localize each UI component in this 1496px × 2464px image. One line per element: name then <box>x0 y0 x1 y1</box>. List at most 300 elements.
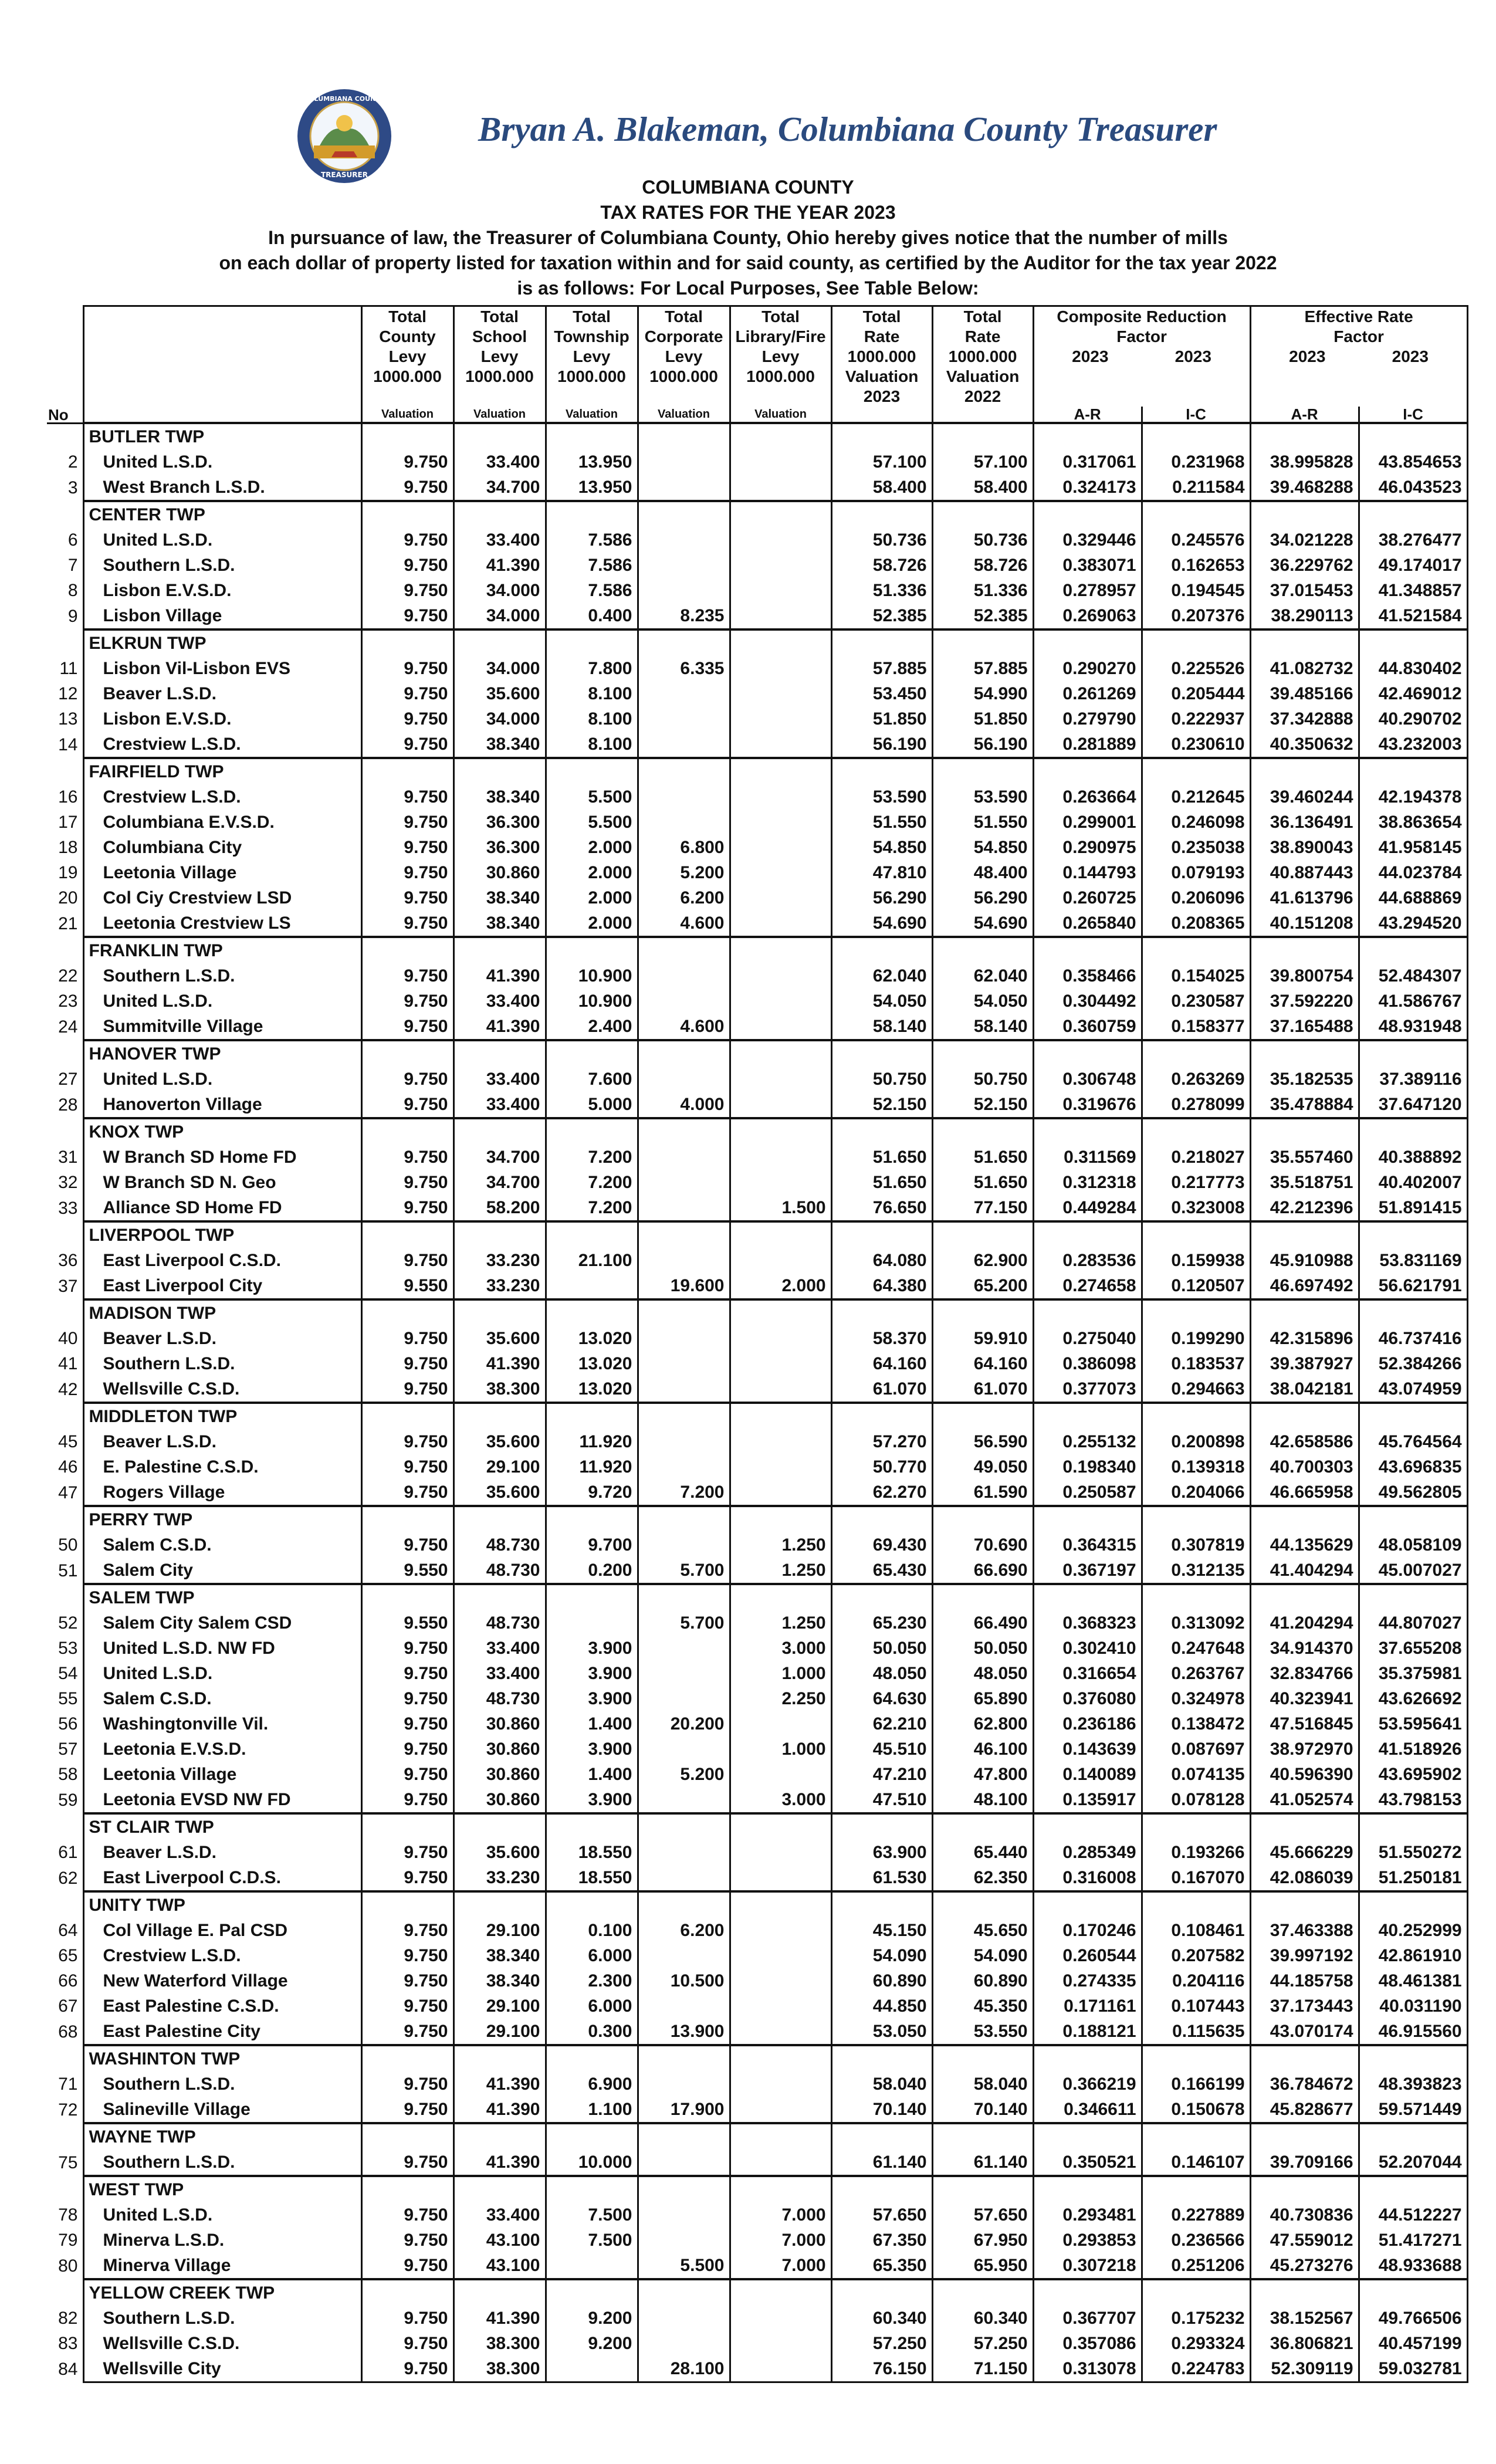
empty-cell <box>730 1584 831 1610</box>
empty-cell <box>1033 1118 1142 1145</box>
empty-cell <box>1142 2123 1250 2150</box>
total-rate-2022: 70.140 <box>932 2097 1033 2123</box>
crf-ic: 0.078128 <box>1142 1787 1250 1813</box>
empty-cell <box>1250 1221 1359 1248</box>
crf-ar: 0.293481 <box>1033 2202 1142 2228</box>
township-levy: 7.600 <box>546 1067 638 1092</box>
row-number: 80 <box>58 2256 78 2276</box>
entity-name: Leetonia E.V.S.D. <box>83 1737 361 1762</box>
corporate-levy <box>638 2202 730 2228</box>
crf-ar: 0.313078 <box>1033 2356 1142 2382</box>
empty-cell <box>638 2123 730 2150</box>
total-rate-2023: 65.350 <box>831 2253 932 2279</box>
township-name: WASHINTON TWP <box>83 2045 361 2072</box>
school-levy: 33.230 <box>453 1865 546 1891</box>
county-levy: 9.750 <box>361 1092 453 1118</box>
county-levy: 9.750 <box>361 835 453 860</box>
township-levy: 7.200 <box>546 1195 638 1221</box>
empty-cell <box>1250 1813 1359 1840</box>
crf-ic: 0.162653 <box>1142 553 1250 578</box>
school-levy: 34.000 <box>453 706 546 732</box>
county-levy: 9.750 <box>361 860 453 885</box>
library-fire-levy <box>730 603 831 629</box>
county-levy: 9.750 <box>361 2306 453 2331</box>
empty-cell <box>932 1040 1033 1067</box>
school-levy: 33.400 <box>453 449 546 475</box>
entity-name: United L.S.D. <box>83 2202 361 2228</box>
erf-ic: 40.031190 <box>1359 1993 1467 2019</box>
crf-ic: 0.324978 <box>1142 1686 1250 1711</box>
erf-ic: 44.023784 <box>1359 860 1467 885</box>
empty-cell <box>932 2045 1033 2072</box>
erf-ic: 40.290702 <box>1359 706 1467 732</box>
crf-ic: 0.208365 <box>1142 911 1250 937</box>
erf-ic: 38.276477 <box>1359 527 1467 553</box>
corporate-levy <box>638 1865 730 1891</box>
township-header-row <box>47 1299 1467 1326</box>
crf-ic: 0.183537 <box>1142 1351 1250 1376</box>
library-fire-levy <box>730 1429 831 1454</box>
row-number: 62 <box>58 1869 78 1888</box>
erf-ic: 44.512227 <box>1359 2202 1467 2228</box>
county-levy: 9.750 <box>361 1376 453 1403</box>
erf-ar: 44.135629 <box>1250 1532 1359 1558</box>
entity-name: Southern L.S.D. <box>83 2150 361 2176</box>
col-county-valuation: Valuation <box>361 407 453 423</box>
library-fire-levy <box>730 1918 831 1943</box>
row-number: 79 <box>58 2231 78 2250</box>
library-fire-levy <box>730 885 831 911</box>
crf-ar: 0.290975 <box>1033 835 1142 860</box>
school-levy: 48.730 <box>453 1686 546 1711</box>
corporate-levy <box>638 2306 730 2331</box>
library-fire-levy <box>730 810 831 835</box>
school-levy: 38.300 <box>453 2331 546 2356</box>
empty-cell <box>1142 423 1250 449</box>
row-number: 55 <box>58 1689 78 1708</box>
township-levy: 9.720 <box>546 1480 638 1506</box>
county-levy: 9.750 <box>361 963 453 989</box>
school-levy: 34.000 <box>453 656 546 681</box>
total-rate-2022: 51.850 <box>932 706 1033 732</box>
empty-cell <box>1142 2045 1250 2072</box>
county-levy: 9.750 <box>361 2356 453 2382</box>
total-rate-2022: 61.590 <box>932 1480 1033 1506</box>
library-fire-levy <box>730 2356 831 2382</box>
empty-cell <box>361 758 453 784</box>
erf-ar: 37.592220 <box>1250 989 1359 1014</box>
table-row <box>47 1248 1467 1273</box>
row-number: 24 <box>58 1017 78 1037</box>
table-row <box>47 1014 1467 1040</box>
table-row <box>47 1067 1467 1092</box>
erf-ar: 34.914370 <box>1250 1636 1359 1661</box>
empty-cell <box>361 423 453 449</box>
county-levy: 9.750 <box>361 732 453 758</box>
empty-cell <box>453 2045 546 2072</box>
township-header-row <box>47 1584 1467 1610</box>
row-number <box>47 2176 83 2202</box>
entity-name: W Branch SD N. Geo <box>83 1170 361 1195</box>
row-number <box>47 1040 83 1067</box>
crf-ic: 0.167070 <box>1142 1865 1250 1891</box>
county-levy: 9.750 <box>361 2202 453 2228</box>
erf-ar: 39.460244 <box>1250 784 1359 810</box>
table-row <box>47 989 1467 1014</box>
empty-cell <box>1142 1118 1250 1145</box>
total-rate-2022: 61.140 <box>932 2150 1033 2176</box>
empty-cell <box>1359 501 1467 527</box>
table-row <box>47 1170 1467 1195</box>
erf-ar: 38.995828 <box>1250 449 1359 475</box>
table-row <box>47 1865 1467 1891</box>
empty-cell <box>546 1891 638 1918</box>
school-levy: 38.300 <box>453 2356 546 2382</box>
total-rate-2022: 45.350 <box>932 1993 1033 2019</box>
erf-ic: 37.647120 <box>1359 1092 1467 1118</box>
total-rate-2022: 50.050 <box>932 1636 1033 1661</box>
corporate-levy: 6.800 <box>638 835 730 860</box>
erf-ic: 45.764564 <box>1359 1429 1467 1454</box>
empty-cell <box>546 1040 638 1067</box>
table-row <box>47 2253 1467 2279</box>
row-number: 8 <box>67 581 78 600</box>
county-levy: 9.750 <box>361 2331 453 2356</box>
erf-ar: 47.516845 <box>1250 1711 1359 1737</box>
crf-ar: 0.383071 <box>1033 553 1142 578</box>
township-name: BUTLER TWP <box>83 423 361 449</box>
crf-ic: 0.230587 <box>1142 989 1250 1014</box>
entity-name: Col Ciy Crestview LSD <box>83 885 361 911</box>
library-fire-levy <box>730 1145 831 1170</box>
total-rate-2023: 47.210 <box>831 1762 932 1787</box>
crf-ic: 0.138472 <box>1142 1711 1250 1737</box>
total-rate-2022: 65.440 <box>932 1840 1033 1865</box>
corporate-levy <box>638 1454 730 1480</box>
row-number: 36 <box>58 1251 78 1270</box>
erf-ic: 43.696835 <box>1359 1454 1467 1480</box>
corporate-levy <box>638 475 730 501</box>
township-header-row <box>47 2045 1467 2072</box>
school-levy: 34.700 <box>453 1170 546 1195</box>
erf-ic: 41.586767 <box>1359 989 1467 1014</box>
library-fire-levy <box>730 2019 831 2045</box>
crf-ar: 0.316008 <box>1033 1865 1142 1891</box>
row-number: 18 <box>58 838 78 857</box>
erf-ar: 40.887443 <box>1250 860 1359 885</box>
empty-cell <box>1359 1584 1467 1610</box>
county-levy: 9.750 <box>361 2253 453 2279</box>
row-number <box>47 1584 83 1610</box>
crf-ar: 0.357086 <box>1033 2331 1142 2356</box>
erf-ar: 36.136491 <box>1250 810 1359 835</box>
empty-cell <box>932 629 1033 656</box>
crf-ar: 0.386098 <box>1033 1351 1142 1376</box>
row-number: 75 <box>58 2153 78 2172</box>
township-levy: 3.900 <box>546 1636 638 1661</box>
erf-ar: 42.315896 <box>1250 1326 1359 1351</box>
county-levy: 9.750 <box>361 2019 453 2045</box>
empty-cell <box>546 1299 638 1326</box>
empty-cell <box>546 1403 638 1429</box>
empty-cell <box>453 1506 546 1532</box>
crf-ar: 0.255132 <box>1033 1429 1142 1454</box>
erf-ic: 42.469012 <box>1359 681 1467 706</box>
school-levy: 34.000 <box>453 603 546 629</box>
county-levy: 9.750 <box>361 1429 453 1454</box>
entity-name: Southern L.S.D. <box>83 963 361 989</box>
empty-cell <box>638 501 730 527</box>
empty-cell <box>453 758 546 784</box>
school-levy: 36.300 <box>453 810 546 835</box>
entity-name: Southern L.S.D. <box>83 1351 361 1376</box>
erf-ar: 40.730836 <box>1250 2202 1359 2228</box>
empty-cell <box>1359 1118 1467 1145</box>
crf-ic: 0.199290 <box>1142 1326 1250 1351</box>
erf-ar: 42.212396 <box>1250 1195 1359 1221</box>
erf-ic: 56.621791 <box>1359 1273 1467 1299</box>
county-levy: 9.750 <box>361 1532 453 1558</box>
corporate-levy <box>638 1248 730 1273</box>
erf-ic: 49.766506 <box>1359 2306 1467 2331</box>
library-fire-levy <box>730 1711 831 1737</box>
school-levy: 30.860 <box>453 1762 546 1787</box>
library-fire-levy <box>730 860 831 885</box>
school-levy: 35.600 <box>453 681 546 706</box>
township-levy: 9.200 <box>546 2331 638 2356</box>
library-fire-levy <box>730 732 831 758</box>
township-levy: 10.900 <box>546 963 638 989</box>
crf-ic: 0.236566 <box>1142 2228 1250 2253</box>
crf-ic: 0.231968 <box>1142 449 1250 475</box>
crf-ic: 0.079193 <box>1142 860 1250 885</box>
crf-ic: 0.159938 <box>1142 1248 1250 1273</box>
empty-cell <box>361 1221 453 1248</box>
total-rate-2023: 61.140 <box>831 2150 932 2176</box>
total-rate-2023: 54.690 <box>831 911 932 937</box>
corporate-levy <box>638 1787 730 1813</box>
row-number: 78 <box>58 2205 78 2225</box>
school-levy: 30.860 <box>453 860 546 885</box>
table-row <box>47 475 1467 501</box>
township-levy: 0.100 <box>546 1918 638 1943</box>
empty-cell <box>453 2123 546 2150</box>
crf-ic: 0.222937 <box>1142 706 1250 732</box>
row-number: 58 <box>58 1765 78 1784</box>
total-rate-2023: 51.850 <box>831 706 932 732</box>
total-rate-2022: 50.736 <box>932 527 1033 553</box>
erf-ar: 41.613796 <box>1250 885 1359 911</box>
erf-ar: 41.204294 <box>1250 1610 1359 1636</box>
crf-ar: 0.274335 <box>1033 1968 1142 1993</box>
corporate-levy <box>638 1351 730 1376</box>
erf-ic: 44.807027 <box>1359 1610 1467 1636</box>
township-levy: 11.920 <box>546 1454 638 1480</box>
empty-cell <box>831 758 932 784</box>
table-row <box>47 885 1467 911</box>
empty-cell <box>1033 501 1142 527</box>
empty-cell <box>730 1506 831 1532</box>
empty-cell <box>932 501 1033 527</box>
empty-cell <box>1142 2176 1250 2202</box>
empty-cell <box>1033 2279 1142 2306</box>
empty-cell <box>638 1221 730 1248</box>
library-fire-levy <box>730 1480 831 1506</box>
school-levy: 33.400 <box>453 1636 546 1661</box>
empty-cell <box>1250 1118 1359 1145</box>
corporate-levy <box>638 1661 730 1686</box>
school-levy: 34.700 <box>453 475 546 501</box>
corporate-levy: 8.235 <box>638 603 730 629</box>
crf-ar: 0.143639 <box>1033 1737 1142 1762</box>
empty-cell <box>1033 423 1142 449</box>
crf-ic: 0.312135 <box>1142 1558 1250 1584</box>
entity-name: Wellsville C.S.D. <box>83 2331 361 2356</box>
entity-name: Washingtonville Vil. <box>83 1711 361 1737</box>
total-rate-2022: 48.050 <box>932 1661 1033 1686</box>
empty-cell <box>546 2279 638 2306</box>
empty-cell <box>361 1403 453 1429</box>
empty-cell <box>831 1813 932 1840</box>
row-number: 71 <box>58 2074 78 2094</box>
total-rate-2022: 57.250 <box>932 2331 1033 2356</box>
county-levy: 9.750 <box>361 1454 453 1480</box>
school-levy: 41.390 <box>453 1014 546 1040</box>
empty-cell <box>453 423 546 449</box>
total-rate-2022: 60.890 <box>932 1968 1033 1993</box>
empty-cell <box>730 937 831 963</box>
row-number <box>47 629 83 656</box>
table-row <box>47 2356 1467 2382</box>
empty-cell <box>638 1506 730 1532</box>
entity-name: Columbiana E.V.S.D. <box>83 810 361 835</box>
total-rate-2023: 60.340 <box>831 2306 932 2331</box>
erf-ar: 38.152567 <box>1250 2306 1359 2331</box>
empty-cell <box>730 1040 831 1067</box>
total-rate-2022: 54.990 <box>932 681 1033 706</box>
empty-cell <box>361 629 453 656</box>
total-rate-2023: 51.650 <box>831 1170 932 1195</box>
library-fire-levy <box>730 681 831 706</box>
library-fire-levy: 2.250 <box>730 1686 831 1711</box>
crf-ic: 0.205444 <box>1142 681 1250 706</box>
erf-ic: 41.521584 <box>1359 603 1467 629</box>
erf-ar: 46.697492 <box>1250 1273 1359 1299</box>
col-library-valuation: Valuation <box>730 407 831 423</box>
township-levy: 7.586 <box>546 578 638 603</box>
empty-cell <box>932 937 1033 963</box>
corporate-levy <box>638 1636 730 1661</box>
county-levy: 9.550 <box>361 1558 453 1584</box>
township-levy: 3.900 <box>546 1787 638 1813</box>
empty-cell <box>1142 1813 1250 1840</box>
col-entity-blank <box>83 407 361 423</box>
erf-ar: 40.596390 <box>1250 1762 1359 1787</box>
school-levy: 33.230 <box>453 1273 546 1299</box>
township-levy: 7.586 <box>546 553 638 578</box>
township-levy: 2.300 <box>546 1968 638 1993</box>
empty-cell <box>932 1299 1033 1326</box>
county-levy: 9.750 <box>361 449 453 475</box>
township-levy: 21.100 <box>546 1248 638 1273</box>
entity-name: United L.S.D. <box>83 449 361 475</box>
entity-name: United L.S.D. <box>83 527 361 553</box>
crf-ar: 0.278957 <box>1033 578 1142 603</box>
school-levy: 41.390 <box>453 2072 546 2097</box>
township-header-row <box>47 501 1467 527</box>
school-levy: 29.100 <box>453 1918 546 1943</box>
empty-cell <box>1033 2045 1142 2072</box>
crf-ar: 0.360759 <box>1033 1014 1142 1040</box>
empty-cell <box>1250 2045 1359 2072</box>
school-levy: 41.390 <box>453 553 546 578</box>
township-levy: 5.500 <box>546 784 638 810</box>
crf-ar: 0.364315 <box>1033 1532 1142 1558</box>
col-erf-ar: A-R <box>1250 407 1359 423</box>
total-rate-2022: 51.336 <box>932 578 1033 603</box>
school-levy: 43.100 <box>453 2253 546 2279</box>
county-levy: 9.750 <box>361 1248 453 1273</box>
erf-ic: 43.294520 <box>1359 911 1467 937</box>
school-levy: 43.100 <box>453 2228 546 2253</box>
total-rate-2023: 70.140 <box>831 2097 932 2123</box>
corporate-levy <box>638 810 730 835</box>
total-rate-2023: 69.430 <box>831 1532 932 1558</box>
county-levy: 9.750 <box>361 1636 453 1661</box>
erf-ic: 51.891415 <box>1359 1195 1467 1221</box>
library-fire-levy <box>730 553 831 578</box>
crf-ic: 0.251206 <box>1142 2253 1250 2279</box>
erf-ar: 38.042181 <box>1250 1376 1359 1403</box>
crf-ar: 0.188121 <box>1033 2019 1142 2045</box>
total-rate-2022: 51.650 <box>932 1145 1033 1170</box>
empty-cell <box>1359 629 1467 656</box>
erf-ic: 43.626692 <box>1359 1686 1467 1711</box>
erf-ar: 45.273276 <box>1250 2253 1359 2279</box>
school-levy: 48.730 <box>453 1532 546 1558</box>
corporate-levy <box>638 1993 730 2019</box>
header-spacer <box>47 306 83 407</box>
erf-ar: 47.559012 <box>1250 2228 1359 2253</box>
table-row <box>47 835 1467 860</box>
township-levy: 5.500 <box>546 810 638 835</box>
empty-cell <box>1033 1040 1142 1067</box>
corporate-levy: 5.200 <box>638 860 730 885</box>
township-levy: 9.200 <box>546 2306 638 2331</box>
school-levy: 33.400 <box>453 2202 546 2228</box>
school-levy: 58.200 <box>453 1195 546 1221</box>
erf-ar: 36.229762 <box>1250 553 1359 578</box>
crf-ic: 0.146107 <box>1142 2150 1250 2176</box>
row-number: 23 <box>58 991 78 1011</box>
crf-ic: 0.115635 <box>1142 2019 1250 2045</box>
empty-cell <box>1359 1040 1467 1067</box>
empty-cell <box>730 1403 831 1429</box>
school-levy: 34.700 <box>453 1145 546 1170</box>
row-number: 22 <box>58 966 78 986</box>
corporate-levy: 6.200 <box>638 1918 730 1943</box>
corporate-levy <box>638 1326 730 1351</box>
row-number: 41 <box>58 1354 78 1373</box>
entity-name: Beaver L.S.D. <box>83 1840 361 1865</box>
total-rate-2023: 52.150 <box>831 1092 932 1118</box>
school-levy: 33.230 <box>453 1248 546 1273</box>
township-levy: 2.000 <box>546 835 638 860</box>
library-fire-levy <box>730 2097 831 2123</box>
crf-ic: 0.227889 <box>1142 2202 1250 2228</box>
crf-ic: 0.247648 <box>1142 1636 1250 1661</box>
school-levy: 29.100 <box>453 2019 546 2045</box>
